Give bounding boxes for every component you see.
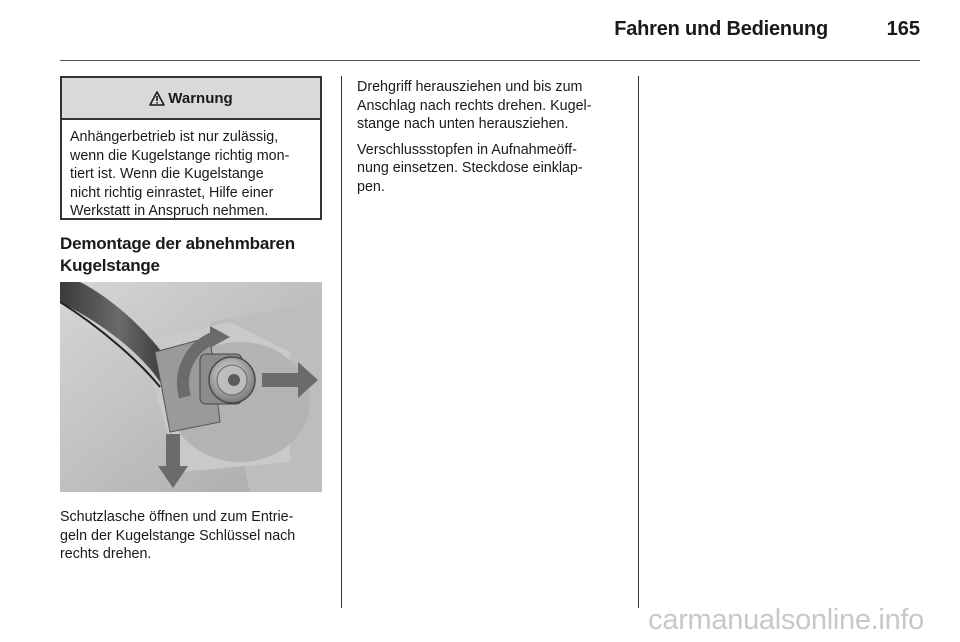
column-divider-left bbox=[341, 76, 342, 608]
section-heading-line: Demontage der abnehmbaren bbox=[60, 234, 295, 253]
text-line: geln der Kugelstange Schlüssel nach bbox=[60, 527, 296, 544]
warning-line: tiert ist. Wenn die Kugelstange bbox=[70, 166, 264, 182]
warning-triangle-icon bbox=[149, 91, 165, 106]
text-line: Verschlussstopfen in Aufnahmeöff- bbox=[357, 141, 577, 158]
page-number: 165 bbox=[886, 18, 920, 40]
warning-title: Warnung bbox=[168, 89, 233, 107]
text-line: Anschlag nach rechts drehen. Kugel- bbox=[357, 97, 592, 114]
section-heading bbox=[60, 233, 330, 277]
warning-line: wenn die Kugelstange richtig mon- bbox=[70, 147, 290, 164]
left-paragraph bbox=[60, 508, 330, 564]
text-line: pen. bbox=[357, 178, 385, 195]
watermark: carmanualsonline.info bbox=[648, 604, 924, 636]
warning-text bbox=[62, 120, 320, 221]
text-line: rechts drehen. bbox=[60, 546, 152, 562]
warning-line: Anhängerbetrieb ist nur zulässig, bbox=[70, 129, 279, 145]
tow-bar-photo bbox=[60, 282, 322, 492]
text-line: nung einsetzen. Steckdose einklap- bbox=[357, 160, 583, 176]
middle-paragraph-2 bbox=[357, 141, 632, 197]
warning-line: Werkstatt in Anspruch nehmen. bbox=[70, 203, 269, 219]
text-line: Schutzlasche öffnen und zum Entrie- bbox=[60, 509, 294, 525]
middle-column bbox=[357, 78, 632, 203]
warning-line: nicht richtig einrastet, Hilfe einer bbox=[70, 184, 274, 201]
warning-header bbox=[62, 78, 320, 120]
column-divider-right bbox=[638, 76, 639, 608]
warning-box bbox=[60, 76, 322, 220]
header-divider bbox=[60, 60, 920, 61]
page-title: Fahren und Bedienung bbox=[614, 18, 828, 40]
text-line: stange nach unten herausziehen. bbox=[357, 116, 569, 132]
text-line: Drehgriff herausziehen und bis zum bbox=[357, 79, 583, 95]
tow-bar-illustration bbox=[60, 282, 322, 492]
section-heading-line: Kugelstange bbox=[60, 256, 160, 275]
middle-paragraph-1 bbox=[357, 78, 632, 134]
